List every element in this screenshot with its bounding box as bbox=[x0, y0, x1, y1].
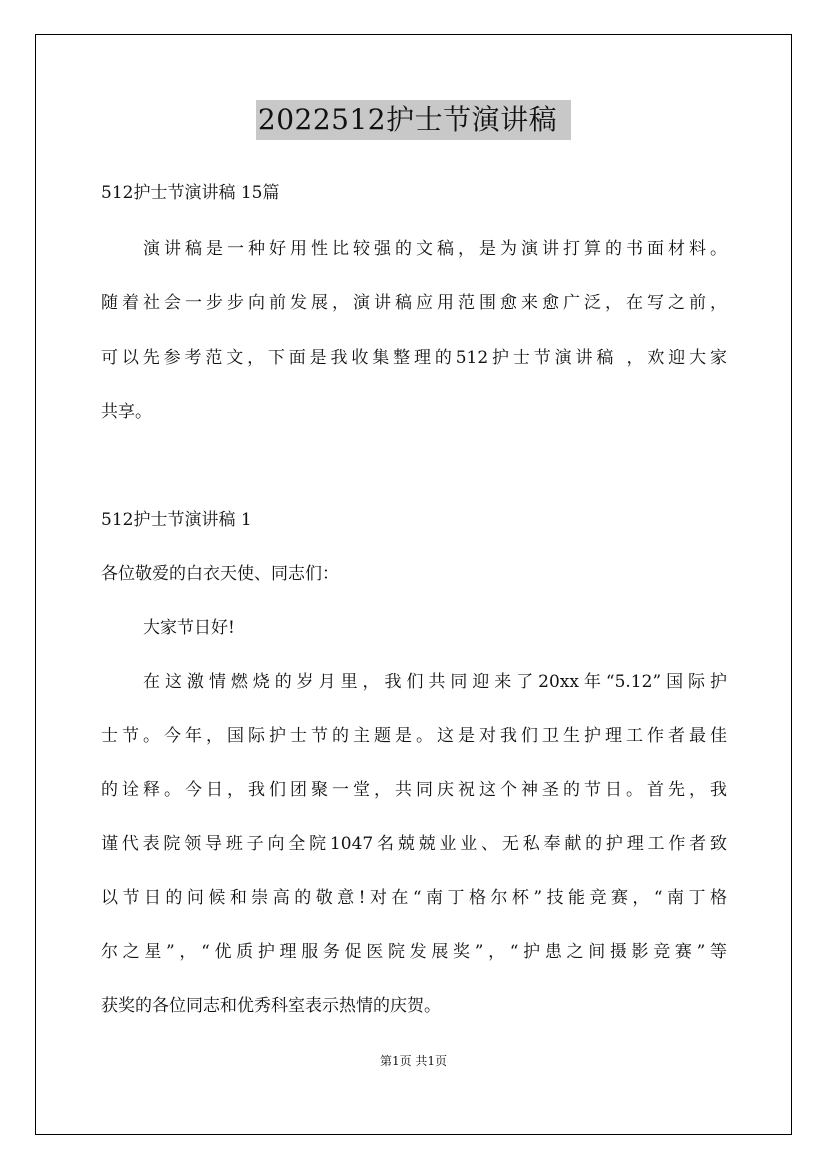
body-line-4: 谨代表院领导班子向全院1047名兢兢业业、无私奉献的护理工作者致 bbox=[101, 834, 727, 854]
salutation: 各位敬爱的白衣天使、同志们： bbox=[101, 564, 339, 584]
title-wrap bbox=[0, 100, 827, 140]
body-line-5: 以节日的问候和崇高的敬意!对在“南丁格尔杯”技能竞赛，“南丁格 bbox=[101, 888, 727, 908]
intro-line-3: 可以先参考范文，下面是我收集整理的512护士节演讲稿 ，欢迎大家 bbox=[101, 348, 727, 368]
intro-line-4: 共享。 bbox=[101, 402, 152, 422]
document-title: 2022512护士节演讲稿 bbox=[256, 100, 571, 140]
page-number-footer: 第1页 共1页 bbox=[379, 1054, 448, 1068]
section-heading: 512护士节演讲稿 1 bbox=[101, 510, 252, 530]
body-line-6: 尔之星”，“优质护理服务促医院发展奖”，“护患之间摄影竞赛”等 bbox=[101, 942, 727, 962]
greeting: 大家节日好! bbox=[143, 618, 235, 638]
intro-line-1: 演讲稿是一种好用性比较强的文稿，是为演讲打算的书面材料。 bbox=[143, 239, 727, 259]
document-subtitle: 512护士节演讲稿 15篇 bbox=[101, 183, 280, 203]
body-line-1: 在这激情燃烧的岁月里，我们共同迎来了20xx年“5.12”国际护 bbox=[143, 672, 727, 692]
intro-line-2: 随着社会一步步向前发展，演讲稿应用范围愈来愈广泛，在写之前， bbox=[101, 293, 727, 313]
body-line-7: 获奖的各位同志和优秀科室表示热情的庆贺。 bbox=[101, 996, 441, 1016]
body-line-2: 士节。今年，国际护士节的主题是。这是对我们卫生护理工作者最佳 bbox=[101, 726, 727, 746]
body-line-3: 的诠释。今日，我们团聚一堂，共同庆祝这个神圣的节日。首先，我 bbox=[101, 780, 727, 800]
